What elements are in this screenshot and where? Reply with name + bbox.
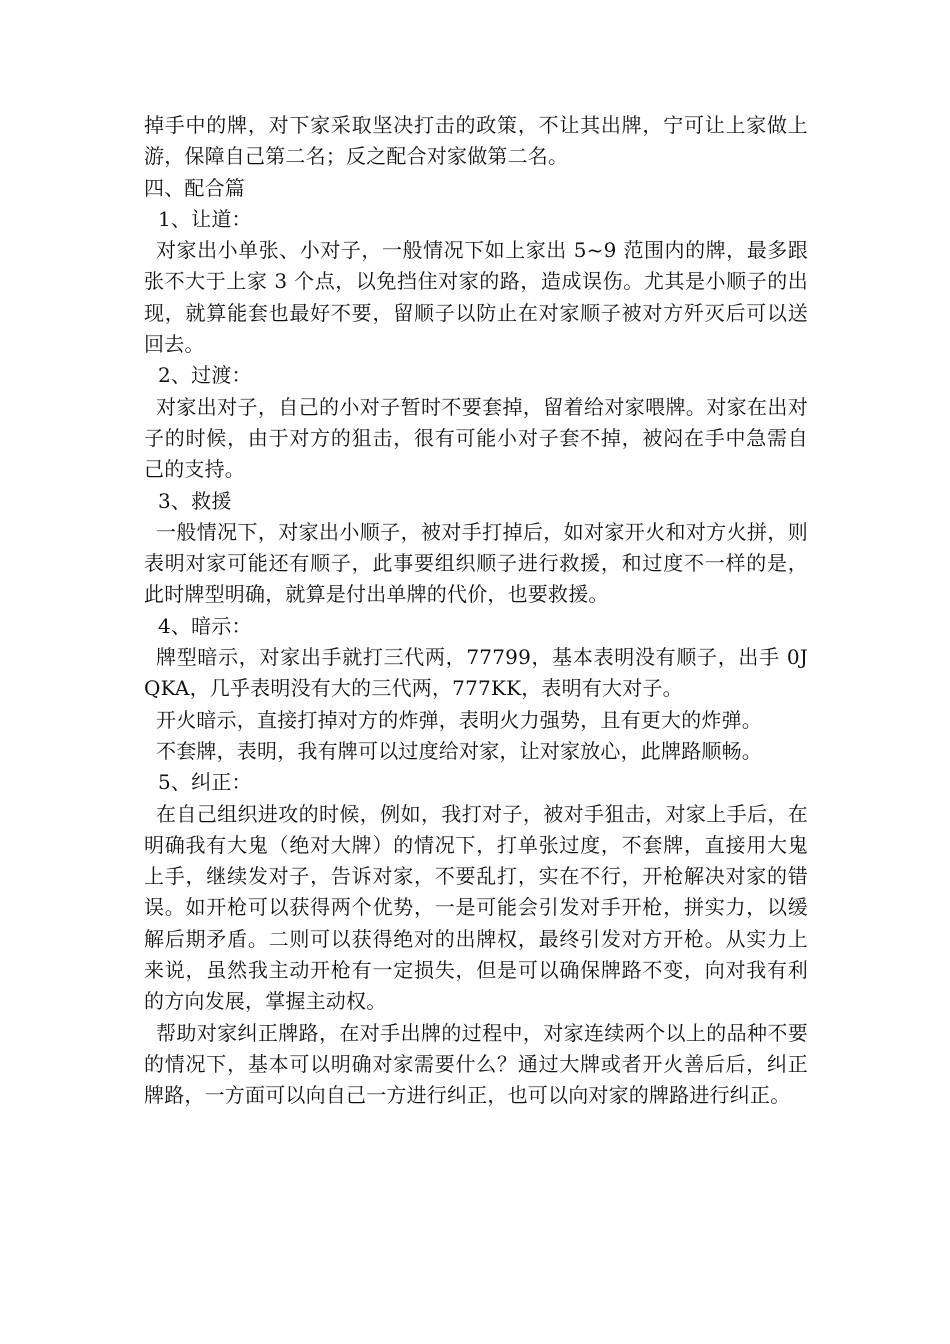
subheading-rescue: 3、救援 — [158, 488, 232, 513]
paragraph-correct-partner: 帮助对家纠正牌路，在对手出牌的过程中，对家连续两个以上的品种不要的情况下，基本可以明确对家需要什么？通过大牌或者开火善后后，纠正牌路，一方面可以向自己一方进行纠正，也可以向对家的牌路进行纠正。 — [144, 1020, 808, 1108]
subheading-hint: 4、暗示： — [158, 613, 252, 638]
section-heading-cooperation: 四、配合篇 — [144, 175, 245, 200]
paragraph-hint-fire: 开火暗示，直接打掉对方的炸弹，表明火力强势，且有更大的炸弹。 — [156, 707, 762, 732]
document-body — [144, 110, 808, 1112]
subheading-correct: 5、纠正： — [158, 770, 252, 795]
subheading-transition: 2、过渡： — [158, 363, 252, 388]
paragraph-hint-pattern: 牌型暗示，对家出手就打三代两，77799，基本表明没有顺子，出手 0JQKA，几乎表明没有大的三代两，777KK，表明有大对子。 — [144, 645, 808, 701]
subheading-give-way: 1、让道： — [158, 206, 252, 231]
paragraph-intro: 掉手中的牌，对下家采取坚决打击的政策，不让其出牌，宁可让上家做上游，保障自己第二名；反之配合对家做第二名。 — [144, 113, 808, 169]
paragraph-give-way: 对家出小单张、小对子，一般情况下如上家出 5~9 范围内的牌，最多跟张不大于上家 3 个点，以免挡住对家的路，造成误伤。尤其是小顺子的出现，就算能套也最好不要，留顺子以防止在对家顺子被对方歼灭后可以送回去。 — [144, 238, 808, 357]
paragraph-rescue: 一般情况下，对家出小顺子，被对手打掉后，如对家开火和对方火拼，则表明对家可能还有顺子，此事要组织顺子进行救援，和过度不一样的是，此时牌型明确，就算是付出单牌的代价，也要救援。 — [144, 519, 808, 607]
paragraph-hint-no-cover: 不套牌，表明，我有牌可以过度给对家，让对家放心，此牌路顺畅。 — [156, 738, 762, 763]
paragraph-correct-self: 在自己组织进攻的时候，例如，我打对子，被对手狙击，对家上手后，在明确我有大鬼（绝对大牌）的情况下，打单张过度，不套牌，直接用大鬼上手，继续发对子，告诉对家，不要乱打，实在不行，开枪解决对家的错误。如开枪可以获得两个优势，一是可能会引发对手开枪，拼实力，以缓解后期矛盾。二则可以获得绝对的出牌权，最终引发对方开枪。从实力上来说，虽然我主动开枪有一定损失，但是可以确保牌路不变，向对我有利的方向发展，掌握主动权。 — [144, 801, 808, 1014]
paragraph-transition: 对家出对子，自己的小对子暂时不要套掉，留着给对家喂牌。对家在出对子的时候，由于对方的狙击，很有可能小对子套不掉，被闷在手中急需自己的支持。 — [144, 394, 808, 482]
